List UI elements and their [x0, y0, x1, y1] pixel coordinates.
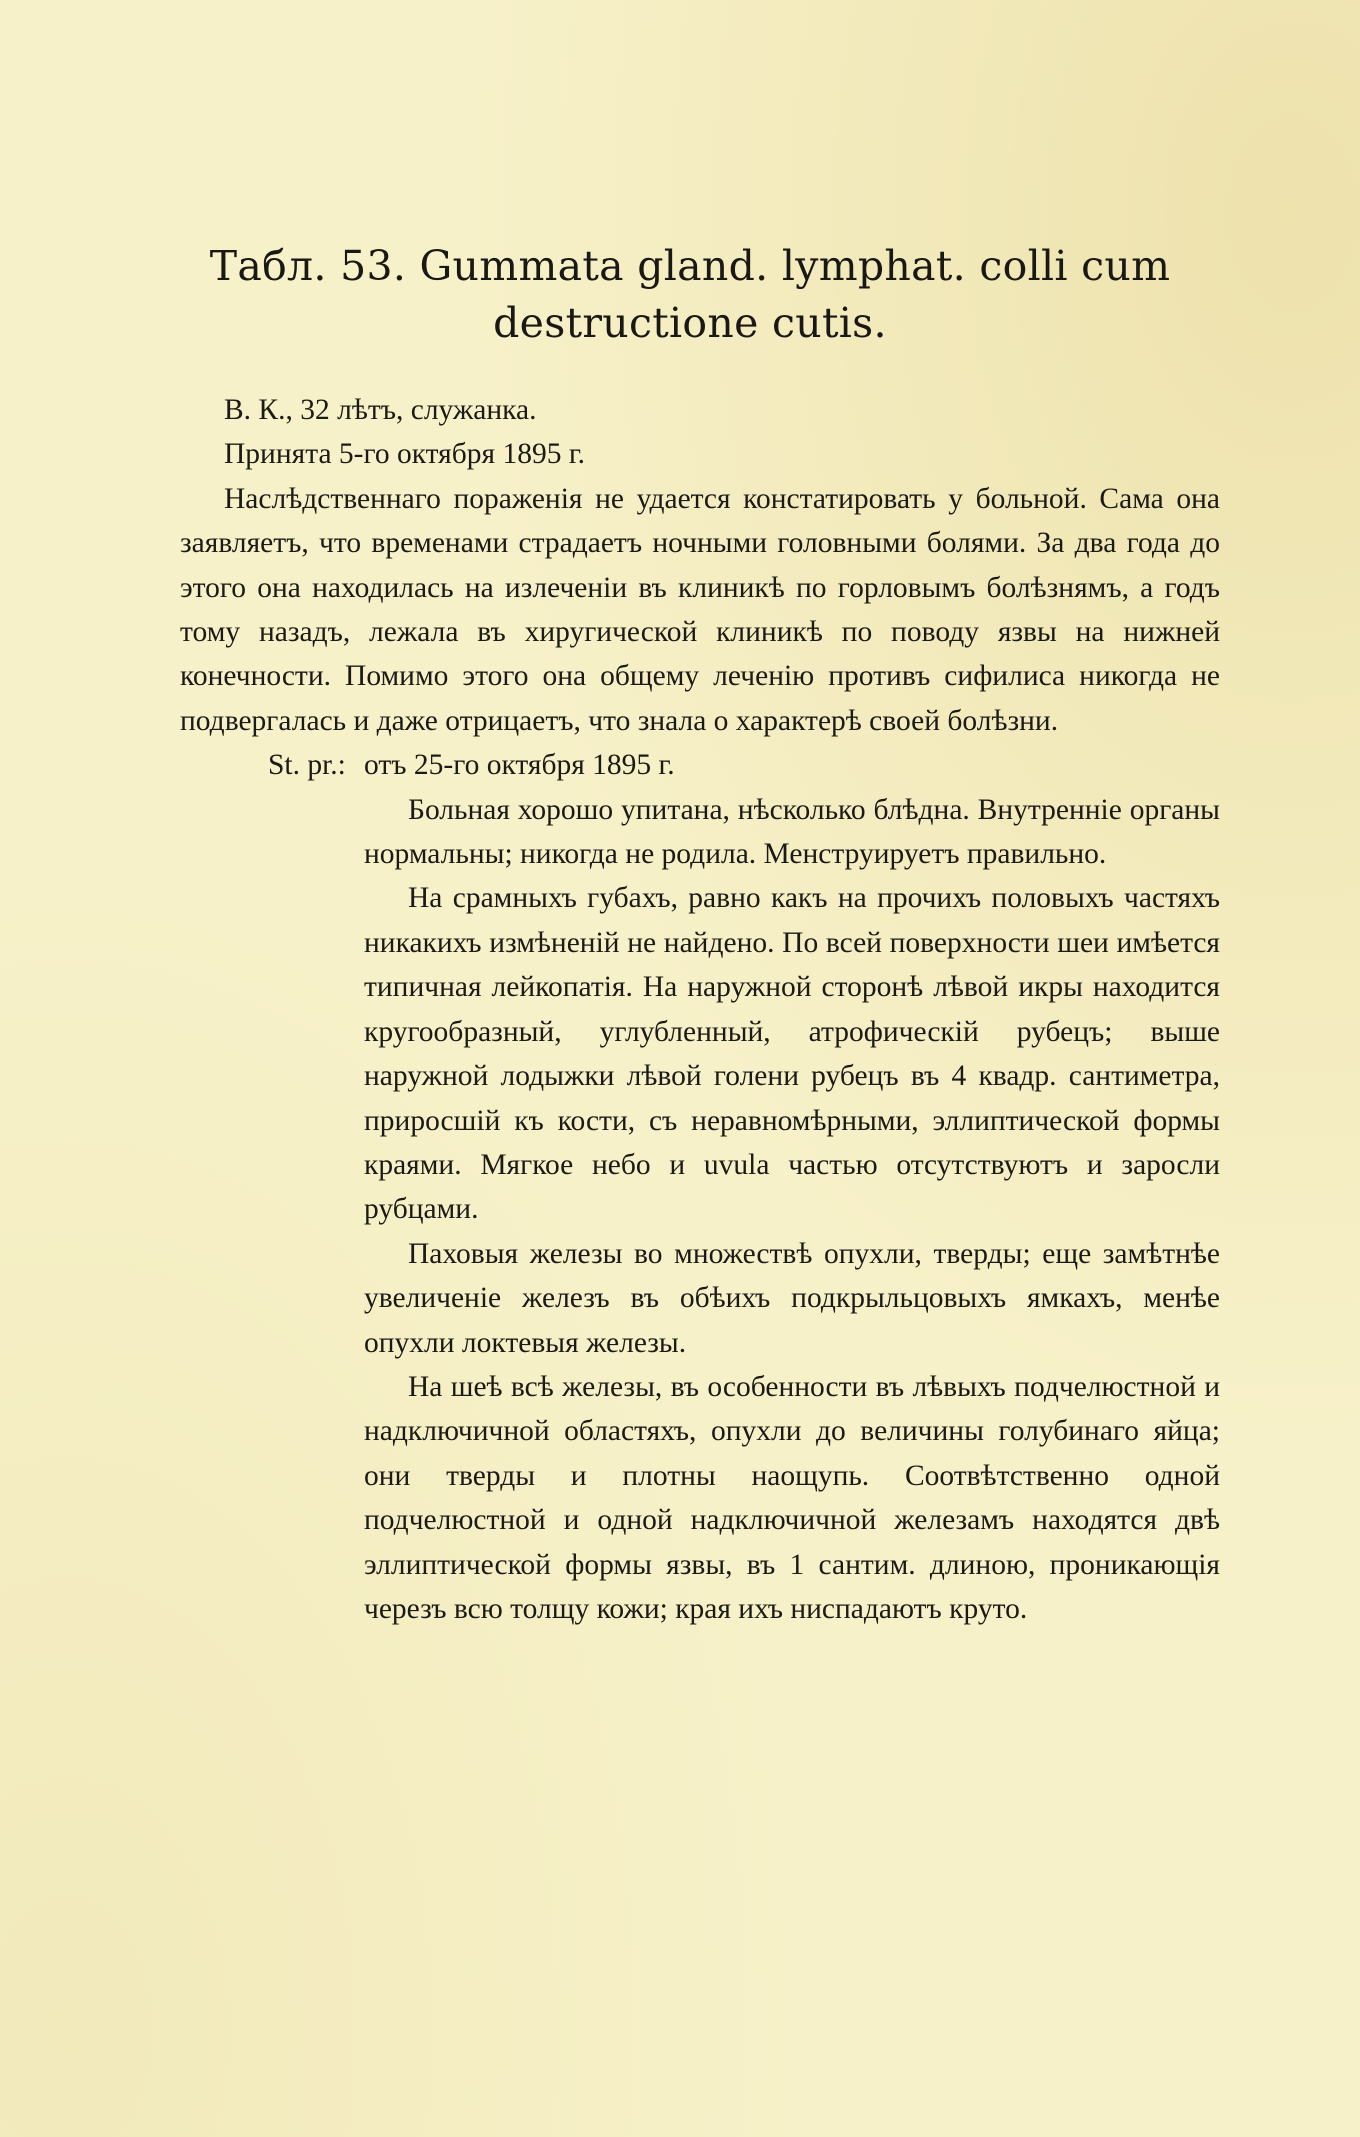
case-description [180, 388, 1220, 1631]
plate-title [150, 238, 1230, 352]
status-paragraph-glands: Паховыя железы во множествѣ опухли, тверды; еще замѣтнѣе увеличеніе железъ въ обѣихъ подкрыльцовыхъ ямкахъ, менѣе опухли локтевыя железы. [364, 1237, 1220, 1359]
patient-info-line: В. К., 32 лѣтъ, служанка. [224, 394, 537, 426]
status-praesens-label: St. pr.: [268, 749, 346, 782]
anamnesis-paragraph: Наслѣдственнаго пораженія не удается констатировать у больной. Сама она заявляетъ, что временами страдаетъ ночными головными болями. За два года до этого она находилась на излеченіи въ клиникѣ по горловымъ болѣзнямъ, а годъ тому назадъ, лежала въ хиругической клиникѣ по поводу язвы на нижней конечности. Помимо этого она общему леченію противъ сифилиса никогда не подвергалась и даже отрицаетъ, что знала о характерѣ своей болѣзни. [180, 482, 1220, 737]
status-paragraph-findings: На срамныхъ губахъ, равно какъ на прочихъ половыхъ частяхъ никакихъ измѣненій не найдено. По всей поверхности шеи имѣется типичная лейкопатія. На наружной сторонѣ лѣвой икры находится кругообразный, углубленный, атрофическій рубецъ; выше наружной лодыжки лѣвой голени рубецъ въ 4 квадр. сантиметра, приросшій къ кости, съ неравномѣрными, эллиптической формы краями. Мягкое небо и uvula частью отсутствуютъ и заросли рубцами. [364, 882, 1220, 1226]
admission-date-line: Принята 5-го октября 1895 г. [224, 438, 585, 471]
status-paragraph-neck: На шеѣ всѣ железы, въ особенности въ лѣвыхъ подчелюстной и надключичной областяхъ, опухли до величины голубинаго яйца; они тверды и плотны наощупь. Соотвѣтственно одной подчелюстной и одной надключичной железамъ находятся двѣ эллиптической формы язвы, въ 1 сантим. длиною, проникающія черезъ всю толщу кожи; края ихъ ниспадаютъ круто. [364, 1370, 1220, 1625]
status-paragraph-general: Больная хорошо упитана, нѣсколько блѣдна. Внутренніе органы нормальны; никогда не родила. Менструируетъ правильно. [364, 793, 1220, 871]
status-praesens-heading [180, 743, 1220, 787]
plate-title-line-1: Табл. 53. Gummata gland. lymphat. colli cum [209, 242, 1171, 290]
plate-title-line-2: destructione cutis. [493, 299, 887, 347]
status-praesens-date: отъ 25-го октября 1895 г. [364, 749, 675, 782]
